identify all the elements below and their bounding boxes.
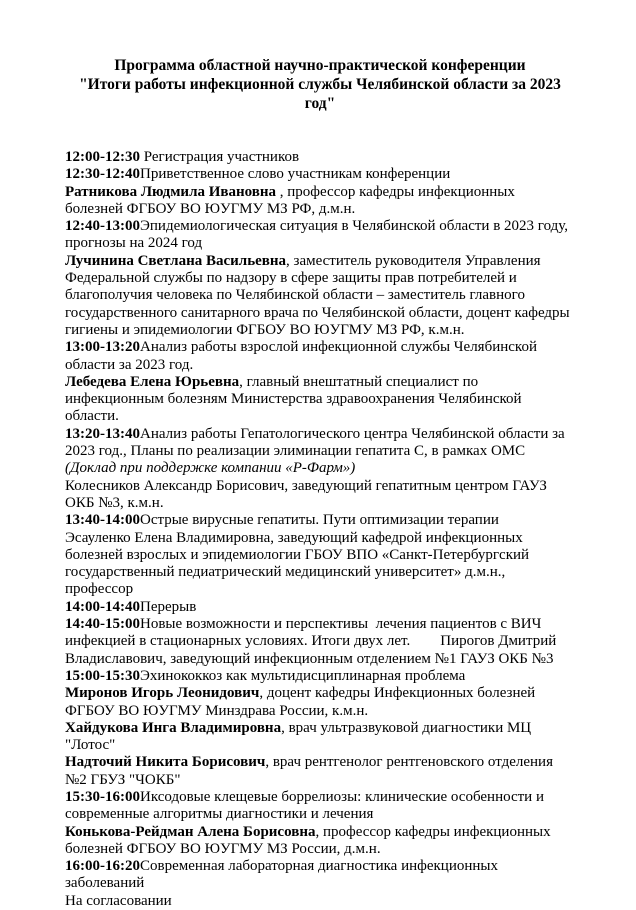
program-entry-bold-text: 13:20-13:40: [65, 425, 140, 442]
program-entry: [65, 426, 575, 478]
program-entry-bold-text: 16:00-16:20: [65, 858, 140, 875]
program-entry-bold-text: 12:30-12:40: [65, 166, 140, 183]
program-entry-regular-text: На согласовании: [65, 892, 172, 909]
program-entry: [65, 512, 575, 529]
program-entry-regular-text: Современная лабораторная диагностика инфекционных заболеваний: [65, 858, 502, 892]
program-entry: [65, 149, 575, 166]
program-entry-regular-text: Колесников Александр Борисович, заведующий гепатитным центром ГАУЗ ОКБ №3, к.м.н.: [65, 477, 551, 511]
program-entry-regular-text: , профессор кафедры инфекционных болезней ФГБОУ ВО ЮУГМУ МЗ РФ, д.м.н.: [65, 183, 519, 217]
program-entry-regular-text: , врач рентгенолог рентгеновского отделения №2 ГБУЗ "ЧОКБ": [65, 754, 557, 788]
program-entry: [65, 824, 575, 859]
program-entry: [65, 478, 575, 513]
program-entry: [65, 184, 575, 219]
program-entry-bold-text: Ратникова Людмила Ивановна: [65, 183, 277, 200]
program-entry-bold-text: Надточий Никита Борисович: [65, 754, 266, 771]
program-entry-regular-text: Анализ работы Гепатологического центра Челябинской области за 2023 год., Планы по реализации элиминации гепатита С, в рамках ОМС: [65, 425, 569, 460]
program-entry: [65, 218, 575, 253]
program-entry-bold-text: 15:30-16:00: [65, 788, 140, 805]
title-line-2: "Итоги работы инфекционной службы Челябинской области за 2023 год": [79, 76, 561, 112]
program-entry-bold-text: 12:40-13:00: [65, 218, 140, 235]
program-entry-regular-text: Новые возможности и перспективы лечения пациентов с ВИЧ инфекцией в стационарных условиях. Итоги двух лет. Пирогов Дмитрий Владиславович, заведующий инфекционным отделением №1 ГАУЗ ОКБ №3: [65, 616, 560, 667]
title-line-1: Программа областной научно-практической конференции: [114, 57, 526, 74]
program-entry-regular-text: Приветственное слово участникам конференции: [140, 166, 451, 183]
program-entry-bold-text: 13:00-13:20: [65, 339, 140, 356]
program-entry: [65, 374, 575, 426]
program-entry-regular-text: , доцент кафедры Инфекционных болезней ФГБОУ ВО ЮУГМУ Минздрава России, к.м.н.: [65, 685, 539, 719]
program-entry-regular-text: Эпидемиологическая ситуация в Челябинской области в 2023 году, прогнозы на 2024 год: [65, 218, 572, 252]
program-entry: [65, 530, 575, 599]
program-entry-bold-text: 12:00-12:30: [65, 149, 144, 165]
program-entry-bold-text: 13:40-14:00: [65, 512, 140, 529]
program-entry-bold-text: Миронов Игорь Леонидович: [65, 685, 260, 702]
program-entry: [65, 253, 575, 339]
program-entry: [65, 858, 575, 893]
program-entry-regular-text: Острые вирусные гепатиты. Пути оптимизации терапии: [140, 512, 499, 529]
program-entry: [65, 893, 575, 910]
program-entry-regular-text: , врач ультразвуковой диагностики МЦ "Лотос": [65, 719, 535, 754]
program-entry: [65, 720, 575, 755]
program-entry-regular-text: Эсауленко Елена Владимировна, заведующий кафедрой инфекционных болезней взрослых и эпидемиологии ГБОУ ВПО «Санкт-Петербургский государственный педиатрический медицинский университет» д.м.н., профессор: [65, 529, 533, 598]
program-entry-regular-text: , профессор кафедры инфекционных болезней ФГБОУ ВО ЮУГМУ МЗ России, д.м.н.: [65, 823, 555, 857]
program-entry-regular-text: , главный внештатный специалист по инфекционным болезням Министерства здравоохранения Челябинской области.: [65, 373, 526, 425]
program-entry-regular-text: Перерыв: [140, 598, 197, 615]
program-entry-bold-text: Конькова-Рейдман Алена Борисовна: [65, 823, 316, 840]
program-entry-bold-text: Лучинина Светлана Васильевна: [65, 252, 287, 269]
program-entry-regular-text: Регистрация участников: [143, 149, 300, 165]
program-entry-bold-text: 14:00-14:40: [65, 598, 140, 615]
program-entry: [65, 599, 575, 616]
program-entry: [65, 754, 575, 789]
program-entry-bold-text: 14:40-15:00: [65, 616, 140, 633]
program-list: [65, 149, 575, 910]
program-entry-regular-text: Анализ работы взрослой инфекционной службы Челябинской области за 2023 год.: [65, 339, 541, 373]
program-entry-regular-text: Иксодовые клещевые боррелиозы: клинические особенности и современные алгоритмы диагностики и лечения: [65, 788, 548, 823]
program-entry: [65, 166, 575, 183]
document-title: [65, 56, 575, 113]
program-entry-regular-text: Эхинококкоз как мультидисциплинарная проблема: [140, 667, 466, 684]
program-entry-bold-text: Лебедева Елена Юрьевна: [65, 373, 240, 390]
program-entry-regular-text: , заместитель руководителя Управления Федеральной службы по надзору в сфере защиты прав потребителей и благополучия человека по Челябинской области – заместитель главного государственного санитарного врача по Челябинской области, доцент кафедры гигиены и эпидемиологии ФГБОУ ВО ЮУГМУ МЗ РФ, к.м.н.: [65, 252, 574, 338]
program-entry: [65, 685, 575, 720]
program-entry: [65, 339, 575, 374]
program-entry: [65, 789, 575, 824]
program-entry-bold-text: Хайдукова Инга Владимировна: [65, 719, 282, 736]
program-entry-bold-text: 15:00-15:30: [65, 667, 140, 684]
program-entry-italic-text: (Доклад при поддержке компании «Р-Фарм»): [65, 460, 356, 477]
program-entry: [65, 668, 575, 685]
program-entry: [65, 616, 575, 668]
